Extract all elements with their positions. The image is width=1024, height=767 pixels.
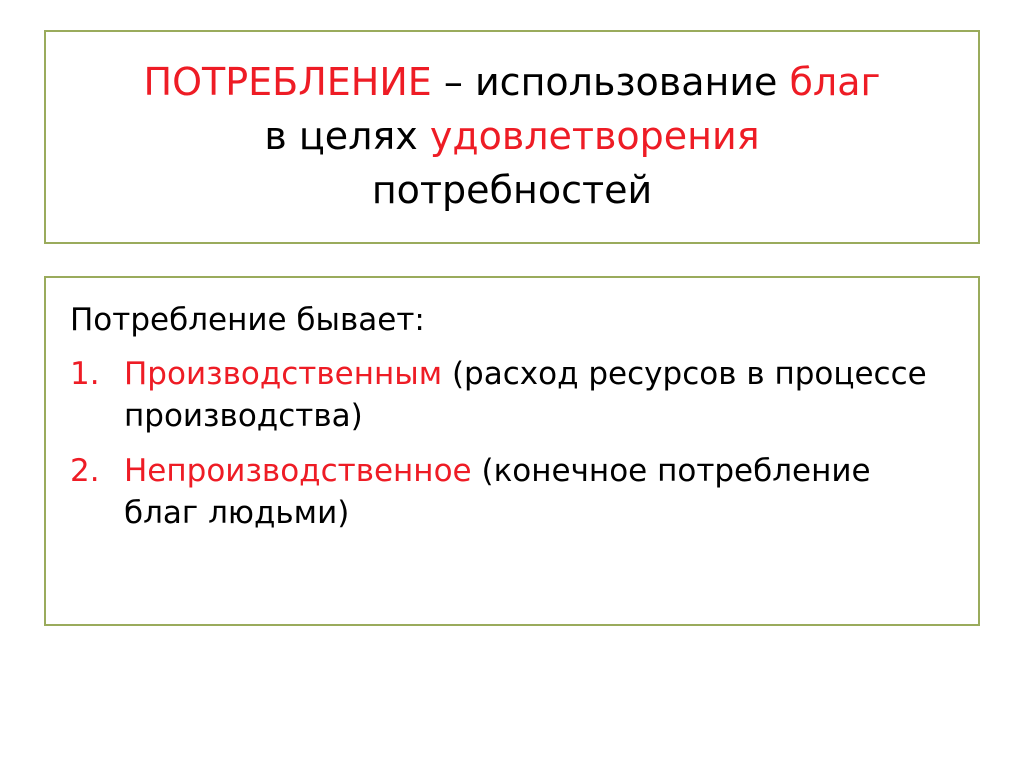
definition-term: ПОТРЕБЛЕНИЕ — [143, 60, 432, 105]
list-item — [64, 354, 952, 437]
list-item-term: Непроизводственное — [124, 453, 472, 490]
list-box — [44, 276, 980, 626]
definition-line1-black: использование — [474, 60, 790, 105]
list-item-term: Производственным — [124, 356, 443, 393]
consumption-types-list — [64, 354, 952, 534]
definition-line1-red: благ — [789, 60, 881, 105]
definition-dash: – — [431, 60, 475, 105]
list-item-number: 2. — [70, 453, 100, 490]
definition-line2-red: удовлетворения — [429, 114, 760, 159]
list-item-number: 1. — [70, 356, 100, 393]
list-item-rest: (конечное потребление благ людьми) — [124, 453, 871, 531]
definition-line2-black: в целях — [264, 114, 430, 159]
list-item — [64, 451, 952, 534]
list-item-rest: (расход ресурсов в процессе производства) — [124, 356, 927, 434]
definition-line3-black: потребностей — [371, 167, 653, 212]
list-intro: Потребление бывает: — [70, 302, 425, 338]
definition-text — [126, 56, 899, 218]
definition-box — [44, 30, 980, 244]
